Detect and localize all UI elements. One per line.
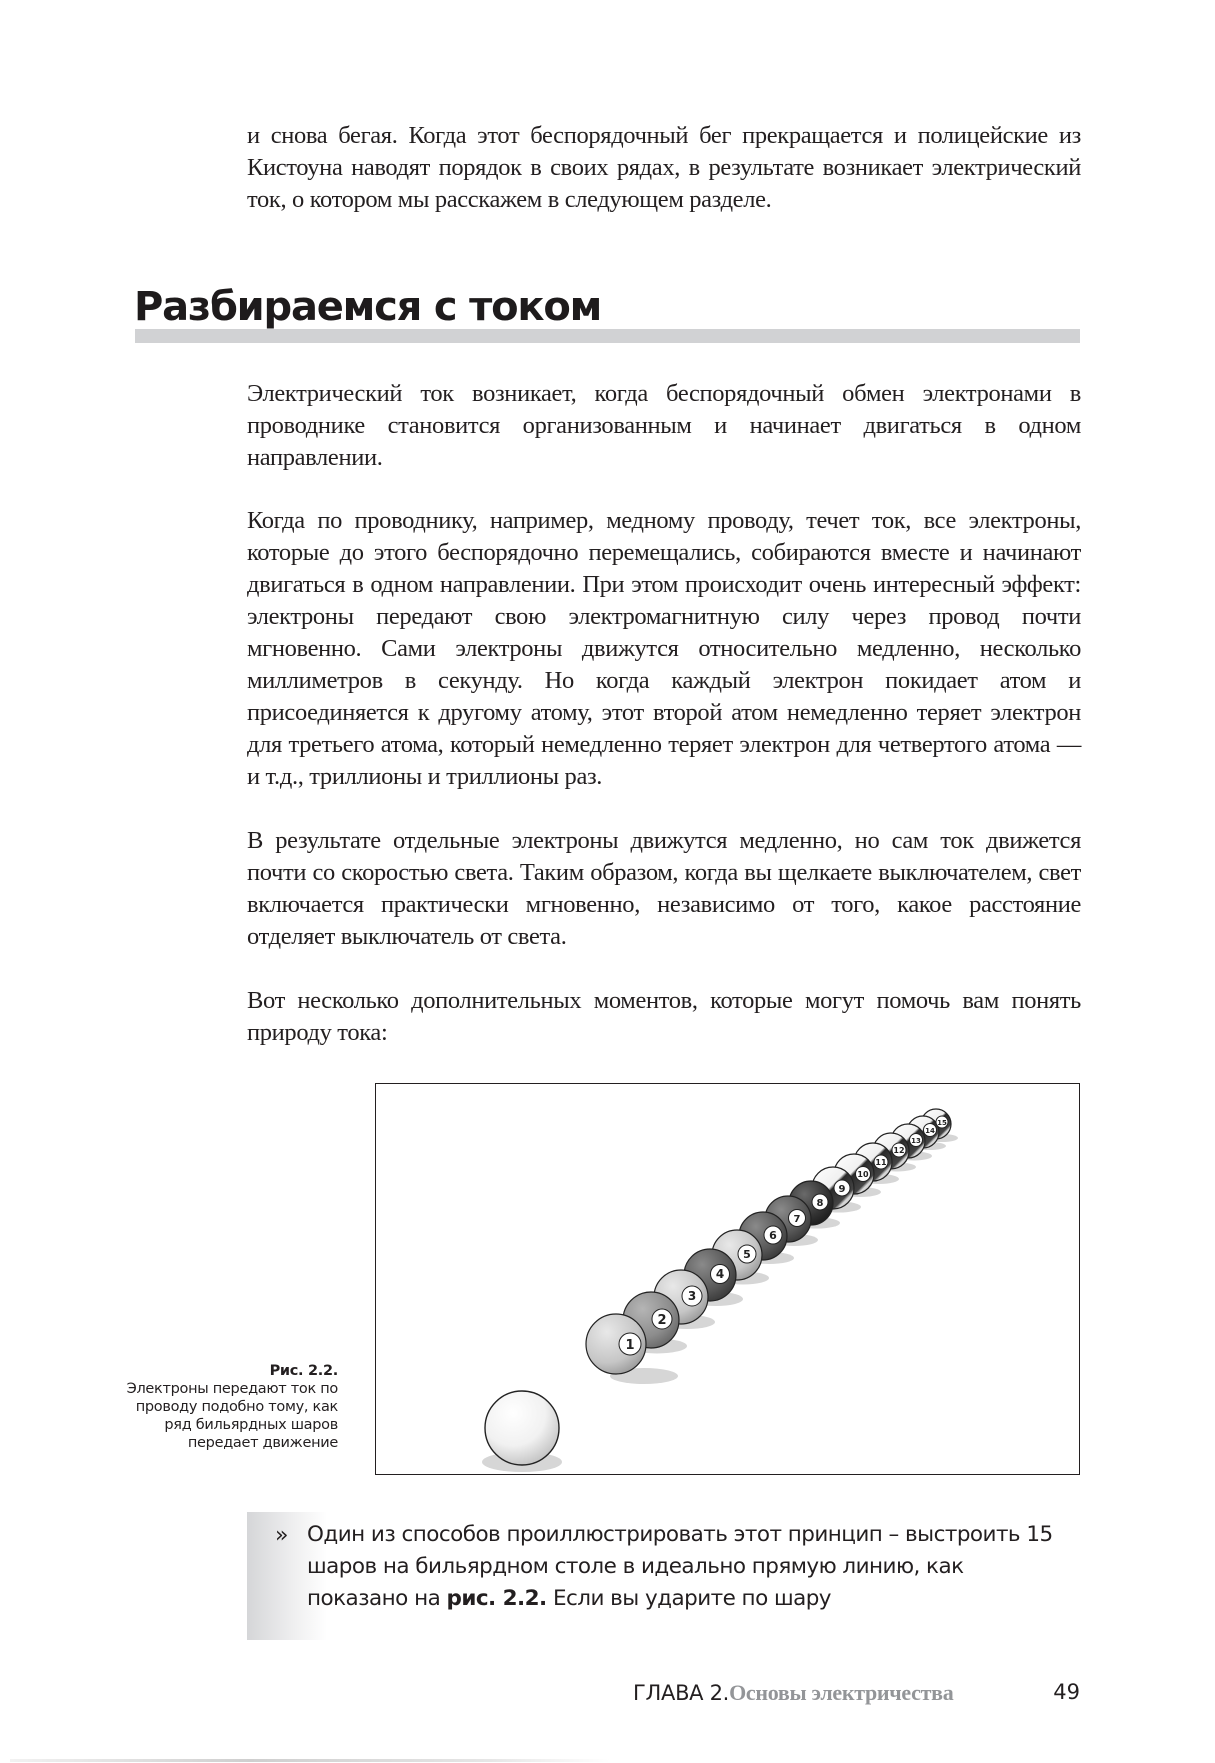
ball-label-10	[856, 1167, 871, 1182]
paragraph-text: Вот несколько дополнительных моментов, которые могут помочь вам понять природу тока:	[247, 987, 1081, 1046]
ball-label-12	[892, 1143, 906, 1157]
ball-label-4	[711, 1265, 730, 1284]
svg-text:14: 14	[925, 1127, 935, 1135]
paragraph-1	[247, 378, 1081, 474]
ball-label-14	[924, 1124, 937, 1137]
section-heading: Разбираемся с током	[134, 284, 602, 330]
ball-label-1	[619, 1333, 641, 1355]
svg-text:5: 5	[743, 1248, 751, 1261]
chapter-title: Основы электричества	[729, 1680, 954, 1705]
intro-paragraph-text: и снова бегая. Когда этот беспорядочный бег прекращается и полицейские из Кистоуна наводят порядок в своих рядах, в результате возникает электрический ток, о котором мы расскажем в следующем разделе.	[247, 122, 1081, 213]
footer-chapter	[633, 1680, 953, 1706]
svg-text:13: 13	[911, 1137, 921, 1145]
paragraph-2	[247, 505, 1081, 793]
svg-text:4: 4	[715, 1267, 725, 1281]
paragraph-4	[247, 985, 1081, 1049]
ball-label-11	[874, 1155, 888, 1169]
figure-reference: рис. 2.2.	[446, 1586, 547, 1611]
ball-label-15	[936, 1116, 948, 1128]
chapter-number: ГЛАВА 2.	[633, 1681, 730, 1705]
svg-text:1: 1	[625, 1338, 635, 1353]
page-footer	[633, 1680, 1080, 1714]
figure-caption	[110, 1362, 338, 1452]
figure-label: Рис. 2.2.	[269, 1363, 338, 1379]
svg-text:15: 15	[937, 1119, 947, 1127]
paragraph-text: Когда по проводнику, например, медному проводу, течет ток, все электроны, которые до этого беспорядочно перемещались, собираются вместе и начинают двигаться в одном направлении. При этом происходит очень интересный эффект: электроны передают свою электромагнитную силу через провод почти мгновенно. Сами электроны движутся относительно медленно, несколько миллиметров в секунду. Но когда каждый электрон покидает атом и присоединяется к другому атому, этот второй атом немедленно теряет электрон для третьего атома, который немедленно теряет электрон для четвертого атома — и т.д., триллионы и триллионы раз.	[247, 507, 1081, 790]
svg-text:8: 8	[816, 1198, 824, 1209]
figure-caption-text: Электроны передают ток по проводу подобно тому, как ряд бильярдных шаров передает движение	[126, 1381, 338, 1451]
ball-label-7	[789, 1210, 806, 1227]
cue-ball	[485, 1391, 559, 1465]
svg-text:6: 6	[769, 1229, 777, 1242]
svg-text:11: 11	[875, 1158, 887, 1167]
ball-label-3	[682, 1286, 702, 1306]
bullet-text	[307, 1519, 1067, 1615]
ball-label-2	[652, 1309, 672, 1329]
ball-label-13	[910, 1134, 923, 1147]
bullet-text-end: Если вы ударите по шару	[546, 1586, 831, 1611]
svg-text:9: 9	[838, 1184, 846, 1195]
svg-text:3: 3	[687, 1289, 697, 1303]
intro-paragraph	[247, 120, 1081, 216]
paragraph-text: В результате отдельные электроны движутся медленно, но сам ток движется почти со скоростью света. Таким образом, когда вы щелкаете выключателем, свет включается практически мгновенно, независимо от того, какое расстояние отделяет выключатель от света.	[247, 827, 1081, 950]
svg-text:12: 12	[893, 1146, 905, 1155]
svg-text:10: 10	[857, 1170, 869, 1179]
ball-label-8	[812, 1194, 828, 1210]
paragraph-3	[247, 825, 1081, 953]
bullet-chevron-icon: »	[275, 1523, 289, 1548]
svg-text:7: 7	[793, 1214, 801, 1225]
paragraph-text: Электрический ток возникает, когда беспорядочный обмен электронами в проводнике становится организованным и начинает двигаться в одном направлении.	[247, 380, 1081, 471]
billiard-balls-illustration	[376, 1084, 1079, 1474]
ball-label-9	[834, 1180, 850, 1196]
page-number: 49	[1053, 1680, 1080, 1704]
bottom-edge-rule	[10, 1759, 610, 1762]
ball-label-6	[764, 1226, 782, 1244]
figure-billiard-balls	[375, 1083, 1080, 1475]
svg-text:2: 2	[657, 1313, 667, 1328]
ball-label-5	[738, 1245, 756, 1263]
bullet-text-start: Один из способов проиллюстрировать этот принцип – выстроить 15 шаров на бильярдном столе в идеально прямую линию, как показано на	[307, 1522, 1053, 1611]
